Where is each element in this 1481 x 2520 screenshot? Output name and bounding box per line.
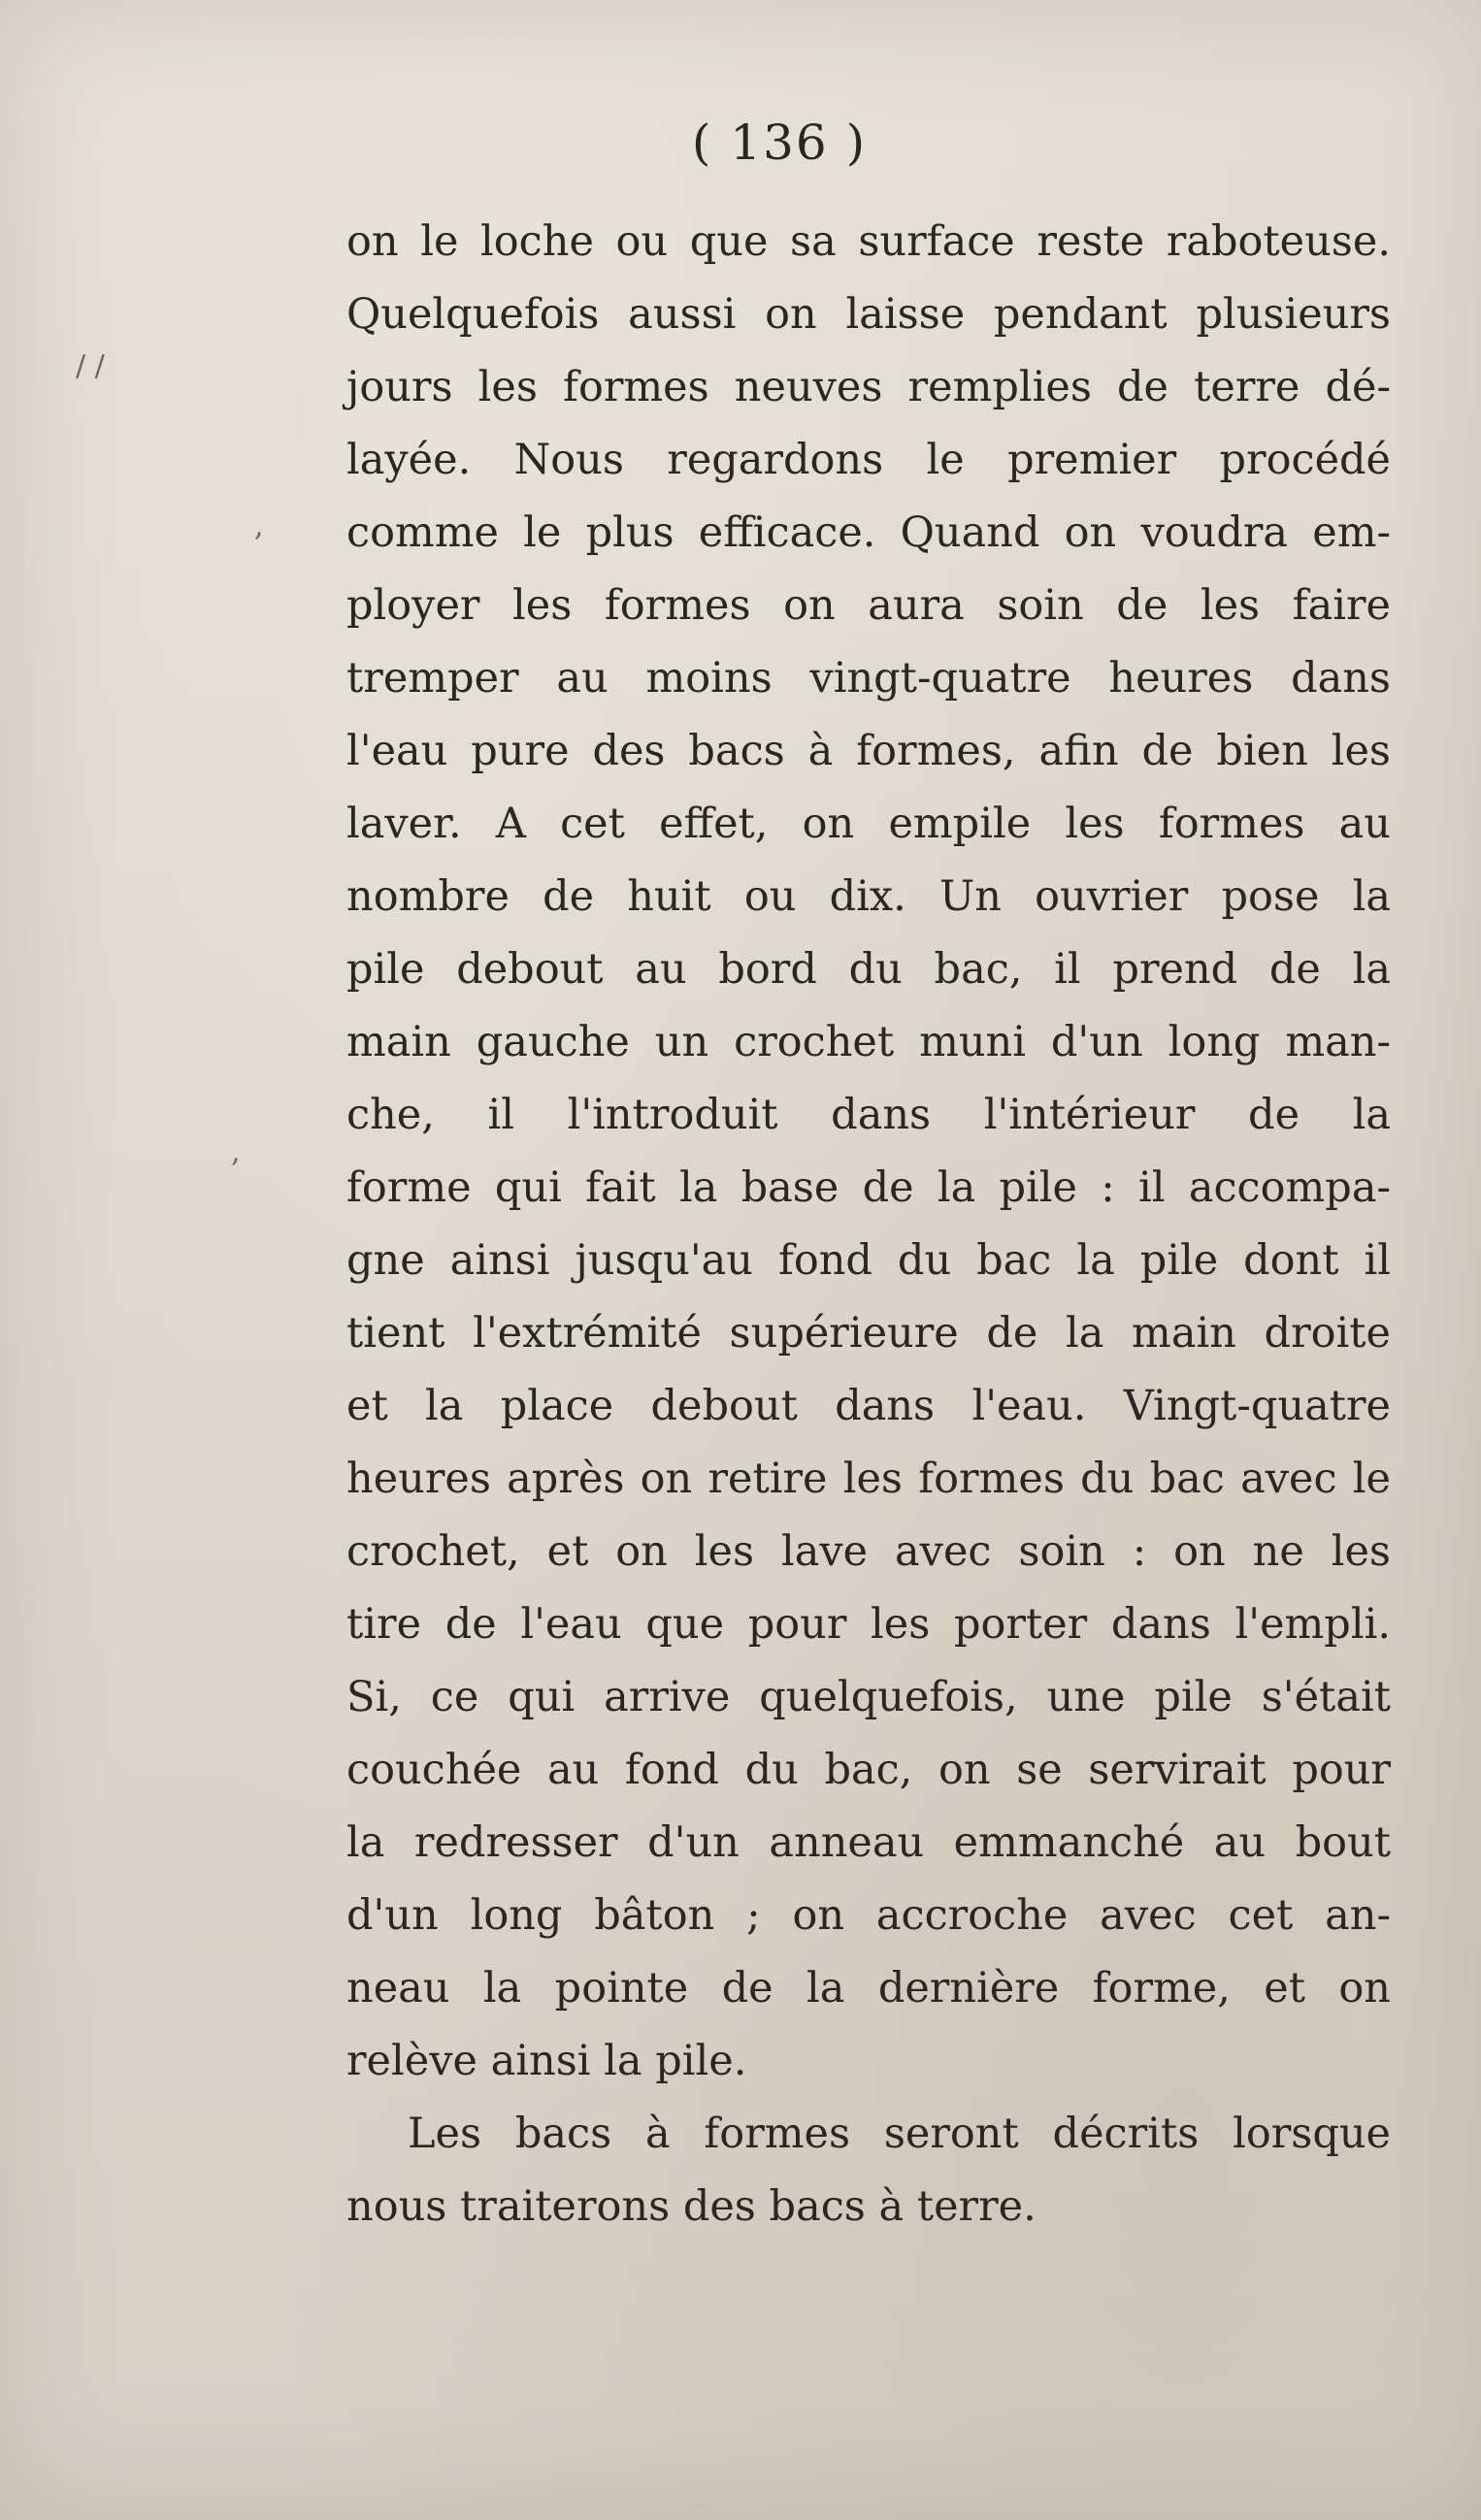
- text-line: crochet, et on les lave avec soin : on ne les: [346, 1527, 1391, 1576]
- margin-mark: ,: [254, 509, 264, 543]
- text-line: la redresser d'un anneau emmanché au bout: [346, 1818, 1391, 1867]
- text-line: che, il l'introduit dans l'intérieur de la: [346, 1091, 1391, 1139]
- text-line: ployer les formes on aura soin de les faire: [346, 581, 1391, 630]
- text-line: Si, ce qui arrive quelquefois, une pile s'était: [346, 1673, 1391, 1721]
- text-line: d'un long bâton ; on accroche avec cet an-: [346, 1891, 1391, 1940]
- text-line: l'eau pure des bacs à formes, afin de bien les: [346, 727, 1391, 775]
- text-line: laver. A cet effet, on empile les formes au: [346, 800, 1391, 848]
- text-line: pile debout au bord du bac, il prend de la: [346, 945, 1391, 994]
- text-line: Quelquefois aussi on laisse pendant plusieurs: [346, 290, 1391, 339]
- text-line: neau la pointe de la dernière forme, et on: [346, 1964, 1391, 2013]
- body-text: [346, 206, 1391, 2243]
- text-line: relève ainsi la pile.: [346, 2037, 747, 2085]
- text-line: tire de l'eau que pour les porter dans l'empli.: [346, 1600, 1391, 1649]
- text-line: comme le plus efficace. Quand on voudra em-: [346, 508, 1391, 557]
- page-number: ( 136 ): [691, 115, 868, 171]
- text-line: on le loche ou que sa surface reste raboteuse.: [346, 217, 1391, 266]
- text-line: nous traiterons des bacs à terre.: [346, 2182, 1037, 2231]
- text-line: Les bacs à formes seront décrits lorsque: [408, 2110, 1391, 2158]
- text-line: heures après on retire les formes du bac avec le: [346, 1455, 1391, 1503]
- text-line: main gauche un crochet muni d'un long man-: [346, 1018, 1391, 1066]
- text-line: tient l'extrémité supérieure de la main droite: [346, 1309, 1391, 1358]
- text-line: et la place debout dans l'eau. Vingt-quatre: [346, 1382, 1391, 1430]
- text-line: couchée au fond du bac, on se servirait pour: [346, 1746, 1391, 1794]
- text-line: jours les formes neuves remplies de terre dé-: [346, 363, 1391, 411]
- margin-mark: / /: [76, 349, 105, 383]
- text-line: layée. Nous regardons le premier procédé: [346, 436, 1391, 484]
- text-line: nombre de huit ou dix. Un ouvrier pose la: [346, 872, 1391, 921]
- text-line: tremper au moins vingt-quatre heures dans: [346, 654, 1391, 703]
- text-line: forme qui fait la base de la pile : il accompa-: [346, 1163, 1391, 1212]
- margin-mark: ,: [231, 1135, 241, 1169]
- text-line: gne ainsi jusqu'au fond du bac la pile dont il: [346, 1236, 1391, 1285]
